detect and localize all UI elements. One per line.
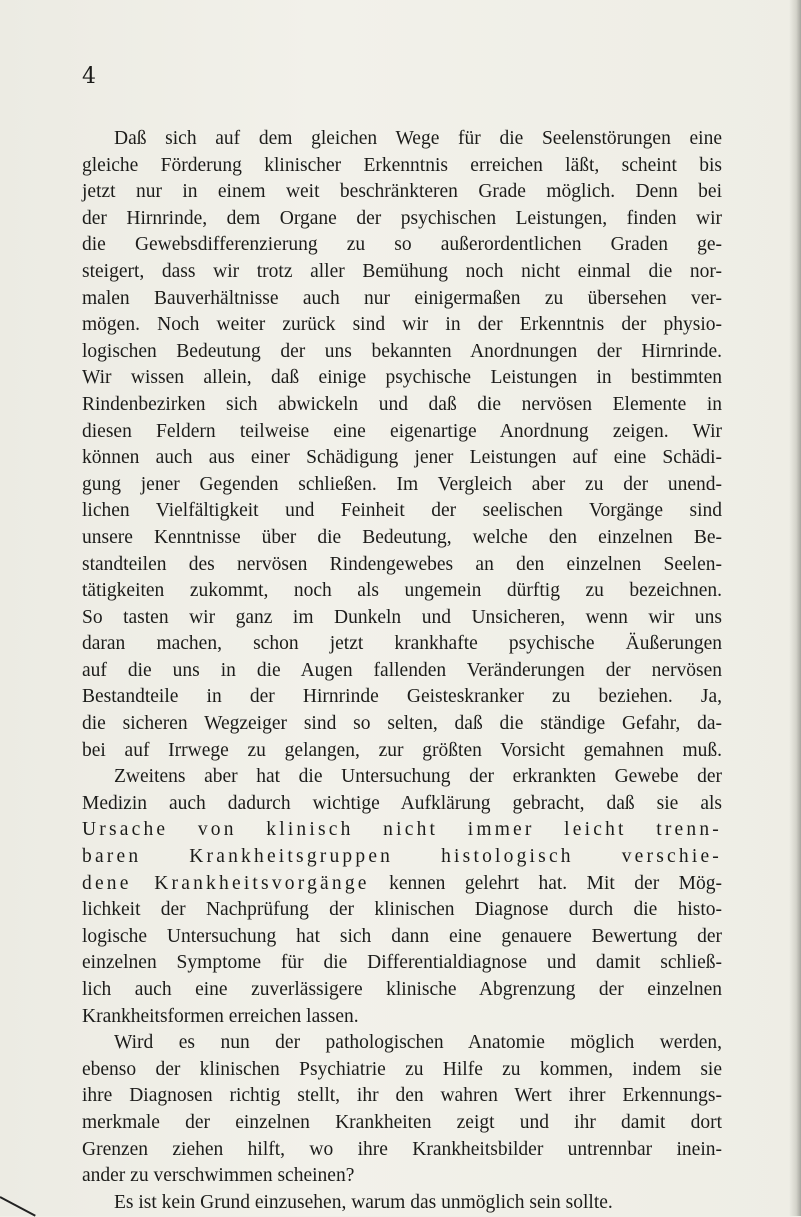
text-line: können auch aus einer Schädigung jener Leistungen auf eine Schädi- bbox=[82, 447, 722, 469]
text-line: ihre Diagnosen richtig stellt, ihr den wahren Wert ihrer Erkennungs- bbox=[82, 1085, 722, 1107]
text-line: Daß sich auf dem gleichen Wege für die Seelenstörungen eine bbox=[114, 128, 722, 149]
text-line: bei auf Irrwege zu gelangen, zur größten Vorsicht gemahnen muß. bbox=[82, 739, 722, 761]
text-line: lich auch eine zuverlässigere klinische Abgrenzung der einzelnen bbox=[82, 979, 722, 1000]
text-line: gung jener Gegenden schließen. Im Vergleich aber zu der unend- bbox=[82, 473, 722, 495]
text-line: Wird es nun der pathologischen Anatomie möglich werden, bbox=[114, 1032, 722, 1054]
scan-edge-shadow bbox=[789, 0, 801, 1216]
text-line-rest: kennen gelehrt hat. Mit der Mög- bbox=[369, 872, 722, 894]
text-line: die Gewebsdifferenzierung zu so außerordentlichen Graden ge- bbox=[82, 234, 722, 256]
text-line: Bestandteile in der Hirnrinde Geisteskranker zu beziehen. Ja, bbox=[82, 686, 722, 708]
text-line: Krankheitsformen erreichen lassen. bbox=[82, 1005, 359, 1027]
text-line: der Hirnrinde, dem Organe der psychischen Leistungen, finden wir bbox=[82, 207, 722, 229]
text-line: unsere Kenntnisse über die Bedeutung, welche den einzelnen Be- bbox=[82, 526, 722, 548]
text-line: diesen Feldern teilweise eine eigenartige Anordnung zeigen. Wir bbox=[82, 420, 722, 442]
text-line: ebenso der klinischen Psychiatrie zu Hilfe zu kommen, indem sie bbox=[82, 1058, 722, 1080]
text-line: malen Bauverhältnisse auch nur einigermaßen zu übersehen ver- bbox=[82, 287, 722, 309]
text-line: Es ist kein Grund einzusehen, warum das unmöglich sein sollte. bbox=[114, 1191, 613, 1213]
text-line: auf die uns in die Augen fallenden Veränderungen der nervösen bbox=[82, 659, 722, 681]
text-line: Ursache von klinisch nicht immer leicht trenn- bbox=[82, 819, 722, 841]
text-line: baren Krankheitsgruppen histologisch verschie- bbox=[82, 846, 722, 868]
spaced-emphasis: dene Krankheitsvorgänge bbox=[82, 872, 370, 894]
text-line: Rindenbezirken sich abwickeln und daß die nervösen Elemente in bbox=[82, 393, 722, 415]
text-line: einzelnen Symptome für die Differentialdiagnose und damit schließ- bbox=[82, 952, 722, 974]
text-line: logische Untersuchung hat sich dann eine genauere Bewertung der bbox=[82, 925, 722, 947]
text-line: tätigkeiten zukommt, noch als ungemein dürftig zu bezeichnen. bbox=[82, 580, 722, 602]
text-line: Zweitens aber hat die Untersuchung der erkrankten Gewebe der bbox=[114, 766, 722, 788]
text-line: jetzt nur in einem weit beschränkteren Grade möglich. Denn bei bbox=[82, 181, 722, 203]
text-line: gleiche Förderung klinischer Erkenntnis erreichen läßt, scheint bis bbox=[82, 154, 722, 176]
page-number: 4 bbox=[82, 64, 96, 89]
text-line: Wir wissen allein, daß einige psychische Leistungen in bestimmten bbox=[82, 367, 722, 389]
text-line: daran machen, schon jetzt krankhafte psychische Äußerungen bbox=[82, 633, 722, 655]
text-line: ander zu verschwimmen scheinen? bbox=[82, 1165, 355, 1187]
text-line: die sicheren Wegzeiger sind so selten, daß die ständige Gefahr, da- bbox=[82, 713, 722, 735]
text-line: logischen Bedeutung der uns bekannten Anordnungen der Hirnrinde. bbox=[82, 340, 722, 362]
text-line: lichen Vielfältigkeit und Feinheit der seelischen Vorgänge sind bbox=[82, 500, 722, 522]
body-text bbox=[82, 126, 722, 1216]
text-line: So tasten wir ganz im Dunkeln und Unsicheren, wenn wir uns bbox=[82, 606, 722, 628]
text-line: lichkeit der Nachprüfung der klinischen Diagnose durch die histo- bbox=[82, 899, 722, 921]
scan-corner-mark bbox=[0, 1196, 36, 1217]
text-line: mögen. Noch weiter zurück sind wir in der Erkenntnis der physio- bbox=[82, 314, 722, 336]
text-line: merkmale der einzelnen Krankheiten zeigt und ihr damit dort bbox=[82, 1111, 722, 1133]
text-line: Medizin auch dadurch wichtige Aufklärung gebracht, daß sie als bbox=[82, 792, 722, 814]
text-line: standteilen des nervösen Rindengewebes an den einzelnen Seelen- bbox=[82, 553, 722, 575]
text-line: Grenzen ziehen hilft, wo ihre Krankheitsbilder untrennbar inein- bbox=[82, 1138, 722, 1160]
text-line: steigert, dass wir trotz aller Bemühung noch nicht einmal die nor- bbox=[82, 260, 722, 282]
text-line bbox=[82, 871, 722, 898]
